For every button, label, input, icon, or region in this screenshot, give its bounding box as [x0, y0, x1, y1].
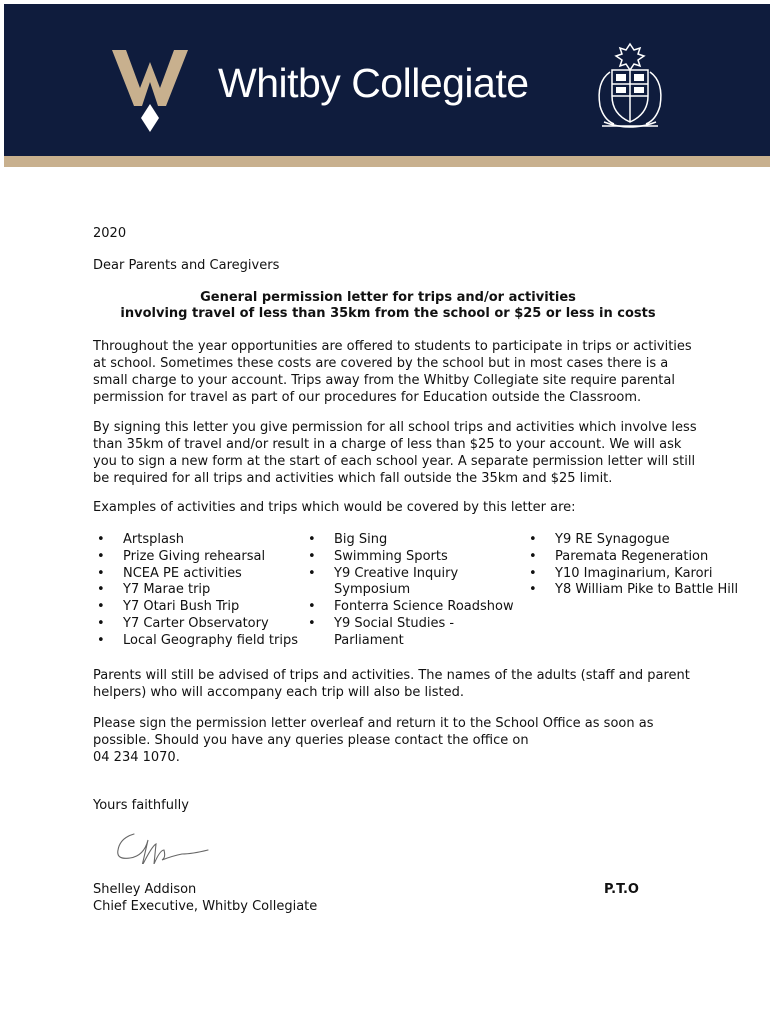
list-item: • Y9 RE Synagogue [525, 532, 738, 549]
title-line: General permission letter for trips and/or activities [200, 290, 576, 305]
signer-name: Shelley Addison [93, 882, 197, 897]
examples-intro: Examples of activities and trips which would be covered by this letter are: [93, 500, 576, 515]
paragraph-advice [93, 667, 693, 701]
list-item: • Paremata Regeneration [525, 549, 738, 566]
header-gold-stripe [4, 156, 770, 167]
paragraph-line: permission for travel as part of our procedures for Education outside the Classroom. [93, 390, 642, 405]
paragraph-contact [93, 715, 693, 766]
list-item: • Y10 Imaginarium, Karori [525, 566, 738, 583]
list-item: • Y7 Carter Observatory [93, 616, 298, 633]
list-item: • Y8 William Pike to Battle Hill [525, 582, 738, 599]
list-item-line: Parliament [334, 632, 404, 648]
pto-note: P.T.O [604, 882, 639, 897]
school-name: Whitby Collegiate [218, 60, 529, 106]
list-item-line: • Y9 Creative Inquiry [334, 565, 459, 581]
activities-column-3 [525, 532, 738, 599]
paragraph-line: possible. Should you have any queries please contact the office on [93, 733, 529, 748]
salutation: Dear Parents and Caregivers [93, 258, 280, 273]
list-item [304, 566, 514, 600]
list-item-line: Symposium [334, 582, 411, 598]
paragraph-permission [93, 419, 697, 487]
paragraph-line: helpers) who will accompany each trip will also be listed. [93, 685, 464, 700]
list-item: • Artsplash [93, 532, 298, 549]
activities-column-1 [93, 532, 298, 650]
list-item: • Big Sing [304, 532, 514, 549]
activities-column-2 [304, 532, 514, 650]
paragraph-line: Parents will still be advised of trips and activities. The names of the adults (staff and parent [93, 668, 690, 683]
paragraph-line: at school. Sometimes these costs are covered by the school but in most cases there is a [93, 356, 669, 371]
closing: Yours faithfully [93, 798, 189, 813]
paragraph-line: small charge to your account. Trips away from the Whitby Collegiate site require parental [93, 373, 675, 388]
list-item: • Y7 Otari Bush Trip [93, 599, 298, 616]
list-item: • Fonterra Science Roadshow [304, 599, 514, 616]
list-item: • Swimming Sports [304, 549, 514, 566]
list-item: • Y7 Marae trip [93, 582, 298, 599]
paragraph-intro [93, 338, 693, 406]
whitby-w-logo [112, 46, 188, 134]
letter-title [93, 290, 683, 322]
title-line: involving travel of less than 35km from the school or $25 or less in costs [120, 306, 656, 321]
paragraph-line: By signing this letter you give permission for all school trips and activities which involve less [93, 420, 697, 435]
paragraph-line: 04 234 1070. [93, 750, 180, 765]
list-item [304, 616, 514, 650]
signature [112, 826, 222, 864]
signer-title: Chief Executive, Whitby Collegiate [93, 899, 318, 914]
school-crest-icon [590, 40, 670, 132]
letter-date: 2020 [93, 226, 127, 241]
list-item: • Local Geography field trips [93, 633, 298, 650]
paragraph-line: Throughout the year opportunities are offered to students to participate in trips or activities [93, 339, 692, 354]
list-item-line: • Y9 Social Studies - [334, 615, 455, 631]
paragraph-line: you to sign a new form at the start of each school year. A separate permission letter will still [93, 454, 696, 469]
paragraph-line: Please sign the permission letter overleaf and return it to the School Office as soon as [93, 716, 654, 731]
paragraph-line: than 35km of travel and/or result in a charge of less than $25 to your account. We will ask [93, 437, 682, 452]
paragraph-line: be required for all trips and activities which fall outside the 35km and $25 limit. [93, 471, 613, 486]
list-item: • NCEA PE activities [93, 566, 298, 583]
list-item: • Prize Giving rehearsal [93, 549, 298, 566]
